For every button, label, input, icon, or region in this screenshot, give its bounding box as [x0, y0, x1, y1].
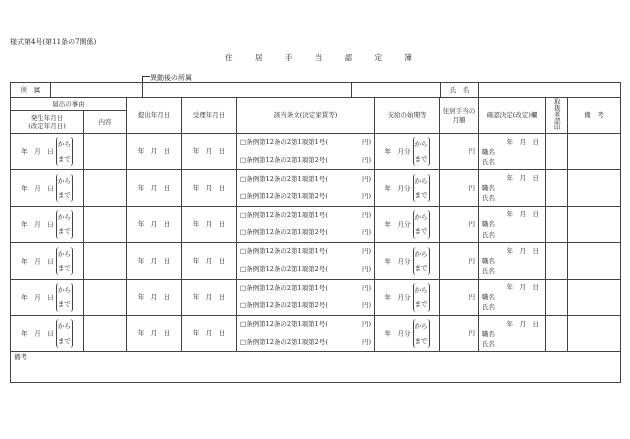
date-text: 年 月 日 [21, 220, 54, 229]
header-confirm: 確認決定(改定)欄 [479, 98, 546, 134]
yen-amount-text: 円 [468, 183, 475, 192]
confirm-cell[interactable] [479, 315, 546, 351]
remarks-cell[interactable] [568, 279, 621, 315]
person-label: 氏名 [482, 339, 495, 348]
approver-seal-cell[interactable] [546, 243, 568, 279]
occurred-date-cell[interactable] [11, 279, 84, 315]
transfer-label: 異動後の所属 [150, 74, 192, 82]
monthly-amount-cell[interactable] [440, 206, 479, 242]
from-to-brace [56, 319, 73, 348]
monthly-amount-cell[interactable] [440, 243, 479, 279]
month-portion-text: 年 月分 [384, 220, 411, 229]
article-cell[interactable] [237, 170, 375, 206]
post-label: 職名 [482, 329, 495, 338]
to-text: まで [57, 154, 71, 163]
occurred-date-cell[interactable] [11, 243, 84, 279]
yen-amount-text: 円 [468, 329, 475, 338]
article-2-text: □条例第12条の2第1項第2号( [240, 337, 328, 346]
date-text: 年 月 日 [137, 293, 171, 302]
approver-seal-cell[interactable] [546, 279, 568, 315]
from-text: から [414, 285, 428, 294]
to-text: まで [414, 154, 428, 163]
table-row [11, 134, 621, 170]
header-reason: 届出の事由 [11, 98, 127, 111]
to-text: まで [414, 191, 428, 200]
submitted-date-cell[interactable] [127, 206, 182, 242]
yen-amount-text: 円 [468, 147, 475, 156]
month-portion-text: 年 月分 [384, 329, 411, 338]
date-text: 年 月 日 [137, 147, 171, 156]
affiliation-row [10, 82, 621, 98]
affiliation-extra-field[interactable] [352, 83, 441, 98]
post-label: 職名 [482, 256, 495, 265]
yen-text: 円) [361, 301, 371, 310]
article-2-text: □条例第12条の2第1項第2号( [240, 155, 328, 164]
period-cell[interactable] [375, 243, 440, 279]
from-to-brace [413, 174, 430, 203]
submitted-date-cell[interactable] [127, 170, 182, 206]
content-cell[interactable] [84, 206, 127, 242]
content-cell[interactable] [84, 170, 127, 206]
to-text: まで [57, 263, 71, 272]
yen-text: 円) [361, 337, 371, 346]
from-text: から [57, 140, 71, 149]
from-text: から [414, 322, 428, 331]
yen-text: 円) [361, 210, 371, 219]
post-label: 職名 [482, 147, 495, 156]
article-option-1[interactable] [240, 207, 374, 225]
month-portion-text: 年 月分 [384, 256, 411, 265]
date-text: 年 月 日 [192, 183, 226, 192]
to-text: まで [414, 300, 428, 309]
article-2-text: □条例第12条の2第1項第2号( [240, 192, 328, 201]
article-cell[interactable] [237, 206, 375, 242]
remarks-cell[interactable] [568, 243, 621, 279]
from-to-brace [56, 137, 73, 166]
occurred-date-cell[interactable] [11, 134, 84, 170]
from-text: から [414, 213, 428, 222]
date-text: 年 月 日 [21, 293, 54, 302]
yen-text: 円) [361, 264, 371, 273]
person-label: 氏名 [482, 230, 495, 239]
table-row [11, 243, 621, 279]
period-cell[interactable] [375, 134, 440, 170]
article-2-text: □条例第12条の2第1項第2号( [240, 264, 328, 273]
from-text: から [57, 285, 71, 294]
approver-seal-cell[interactable] [546, 315, 568, 351]
received-date-cell[interactable] [182, 279, 237, 315]
article-1-text: □条例第12条の2第1項第1号( [240, 320, 328, 329]
person-label: 氏名 [482, 194, 495, 203]
confirm-date-text: 年 月 日 [506, 137, 539, 146]
from-to-brace [56, 247, 73, 276]
submitted-date-cell[interactable] [127, 279, 182, 315]
from-to-brace [413, 247, 430, 276]
date-text: 年 月 日 [137, 256, 171, 265]
name-field[interactable] [479, 83, 621, 98]
content-cell[interactable] [84, 279, 127, 315]
date-text: 年 月 日 [21, 329, 54, 338]
article-option-2[interactable] [240, 152, 374, 170]
yen-text: 円) [361, 283, 371, 292]
yen-text: 円) [361, 228, 371, 237]
name-label: 氏 名 [441, 83, 479, 98]
article-cell[interactable] [237, 243, 375, 279]
article-1-text: □条例第12条の2第1項第1号( [240, 138, 328, 147]
remarks-cell[interactable] [568, 170, 621, 206]
table-row [11, 206, 621, 242]
submitted-date-cell[interactable] [127, 134, 182, 170]
yen-text: 円) [361, 320, 371, 329]
article-option-1[interactable] [240, 134, 374, 152]
to-text: まで [414, 336, 428, 345]
header-occurred-text: 発生年月日 [30, 113, 64, 122]
date-text: 年 月 日 [192, 220, 226, 229]
from-text: から [57, 213, 71, 222]
date-text: 年 月 日 [192, 256, 226, 265]
article-1-text: □条例第12条の2第1項第1号( [240, 283, 328, 292]
received-date-cell[interactable] [182, 206, 237, 242]
article-option-2[interactable] [240, 334, 374, 352]
to-text: まで [414, 227, 428, 236]
affiliation-label: 所 属 [11, 83, 51, 98]
confirm-date-text: 年 月 日 [506, 246, 539, 255]
person-label: 氏名 [482, 157, 495, 166]
confirm-date-text: 年 月 日 [506, 283, 539, 292]
received-date-cell[interactable] [182, 170, 237, 206]
content-cell[interactable] [84, 134, 127, 170]
remarks-cell[interactable] [568, 206, 621, 242]
approver-seal-cell[interactable] [546, 206, 568, 242]
post-label: 職名 [482, 184, 495, 193]
yen-text: 円) [361, 192, 371, 201]
to-text: まで [57, 191, 71, 200]
confirm-cell[interactable] [479, 170, 546, 206]
article-option-1[interactable] [240, 171, 374, 189]
article-option-2[interactable] [240, 297, 374, 315]
from-text: から [57, 176, 71, 185]
header-period: 支給の始期等 [375, 98, 440, 134]
article-cell[interactable] [237, 315, 375, 351]
article-1-text: □条例第12条の2第1項第1号( [240, 174, 328, 183]
confirm-cell[interactable] [479, 279, 546, 315]
article-1-text: □条例第12条の2第1項第1号( [240, 210, 328, 219]
monthly-amount-cell[interactable] [440, 315, 479, 351]
article-option-2[interactable] [240, 188, 374, 206]
article-option-1[interactable] [240, 316, 374, 334]
yen-text: 円) [361, 174, 371, 183]
from-to-brace [56, 174, 73, 203]
content-cell[interactable] [84, 315, 127, 351]
post-label: 職名 [482, 220, 495, 229]
header-revised-text: (改定年月日) [28, 122, 66, 130]
from-text: から [414, 249, 428, 258]
from-to-brace [413, 283, 430, 312]
article-1-text: □条例第12条の2第1項第1号( [240, 247, 328, 256]
person-label: 氏名 [482, 266, 495, 275]
yen-text: 円) [361, 138, 371, 147]
table-row [11, 279, 621, 315]
occurred-date-cell[interactable] [11, 170, 84, 206]
date-text: 年 月 日 [137, 329, 171, 338]
header-occurred [11, 111, 84, 134]
table-row [11, 170, 621, 206]
new-affiliation-field[interactable] [143, 83, 352, 98]
period-cell[interactable] [375, 279, 440, 315]
yen-text: 円) [361, 247, 371, 256]
from-to-brace [56, 210, 73, 239]
confirm-cell[interactable] [479, 243, 546, 279]
confirm-date-text: 年 月 日 [506, 319, 539, 328]
header-approver [546, 98, 568, 134]
from-to-brace [413, 137, 430, 166]
occurred-date-cell[interactable] [11, 206, 84, 242]
remarks-cell[interactable] [568, 315, 621, 351]
date-text: 年 月 日 [137, 183, 171, 192]
article-option-2[interactable] [240, 261, 374, 279]
month-portion-text: 年 月分 [384, 293, 411, 302]
yen-amount-text: 円 [468, 220, 475, 229]
to-text: まで [57, 300, 71, 309]
header-article: 該当条文(決定家賃等) [237, 98, 375, 134]
header-monthly: 住居手当の月額 [440, 98, 479, 134]
approver-seal-cell[interactable] [546, 134, 568, 170]
from-to-brace [413, 210, 430, 239]
month-portion-text: 年 月分 [384, 147, 411, 156]
date-text: 年 月 日 [192, 147, 226, 156]
footer-remarks-label: 備考 [14, 353, 27, 362]
monthly-amount-cell[interactable] [440, 170, 479, 206]
article-cell[interactable] [237, 134, 375, 170]
to-text: まで [57, 336, 71, 345]
date-text: 年 月 日 [192, 329, 226, 338]
from-to-brace [56, 283, 73, 312]
received-date-cell[interactable] [182, 243, 237, 279]
content-cell[interactable] [84, 243, 127, 279]
header-content: 内容 [84, 111, 127, 134]
article-option-1[interactable] [240, 243, 374, 261]
table-row [11, 315, 621, 351]
date-text: 年 月 日 [192, 293, 226, 302]
post-label: 職名 [482, 293, 495, 302]
period-cell[interactable] [375, 206, 440, 242]
date-text: 年 月 日 [21, 184, 54, 193]
footer-remarks[interactable] [11, 352, 621, 383]
date-text: 年 月 日 [137, 220, 171, 229]
monthly-amount-cell[interactable] [440, 134, 479, 170]
to-text: まで [57, 227, 71, 236]
header-received: 受理年月日 [182, 98, 237, 134]
remarks-cell[interactable] [568, 134, 621, 170]
header-remarks: 備 考 [568, 98, 621, 134]
form-id: 様式第4号(第11条の7関係) [10, 38, 97, 46]
article-option-1[interactable] [240, 280, 374, 298]
period-cell[interactable] [375, 315, 440, 351]
page-title: 住 居 手 当 認 定 簿 [225, 53, 415, 62]
date-text: 年 月 日 [21, 147, 54, 156]
article-2-text: □条例第12条の2第1項第2号( [240, 301, 328, 310]
yen-amount-text: 円 [468, 256, 475, 265]
confirm-date-text: 年 月 日 [506, 173, 539, 182]
submitted-date-cell[interactable] [127, 315, 182, 351]
from-text: から [57, 249, 71, 258]
month-portion-text: 年 月分 [384, 184, 411, 193]
from-text: から [414, 176, 428, 185]
submitted-date-cell[interactable] [127, 243, 182, 279]
article-cell[interactable] [237, 279, 375, 315]
header-approver-text: 取扱者認印 [552, 98, 561, 131]
date-text: 年 月 日 [21, 256, 54, 265]
to-text: まで [414, 263, 428, 272]
allowance-table [10, 97, 621, 383]
confirm-date-text: 年 月 日 [506, 210, 539, 219]
affiliation-field[interactable] [51, 83, 143, 98]
received-date-cell[interactable] [182, 134, 237, 170]
yen-text: 円) [361, 155, 371, 164]
person-label: 氏名 [482, 303, 495, 312]
article-option-2[interactable] [240, 224, 374, 242]
approver-seal-cell[interactable] [546, 170, 568, 206]
confirm-cell[interactable] [479, 206, 546, 242]
header-submitted: 提出年月日 [127, 98, 182, 134]
yen-amount-text: 円 [468, 293, 475, 302]
occurred-date-cell[interactable] [11, 315, 84, 351]
monthly-amount-cell[interactable] [440, 279, 479, 315]
received-date-cell[interactable] [182, 315, 237, 351]
period-cell[interactable] [375, 170, 440, 206]
confirm-cell[interactable] [479, 134, 546, 170]
article-2-text: □条例第12条の2第1項第2号( [240, 228, 328, 237]
from-to-brace [413, 319, 430, 348]
from-text: から [57, 322, 71, 331]
from-text: から [414, 140, 428, 149]
